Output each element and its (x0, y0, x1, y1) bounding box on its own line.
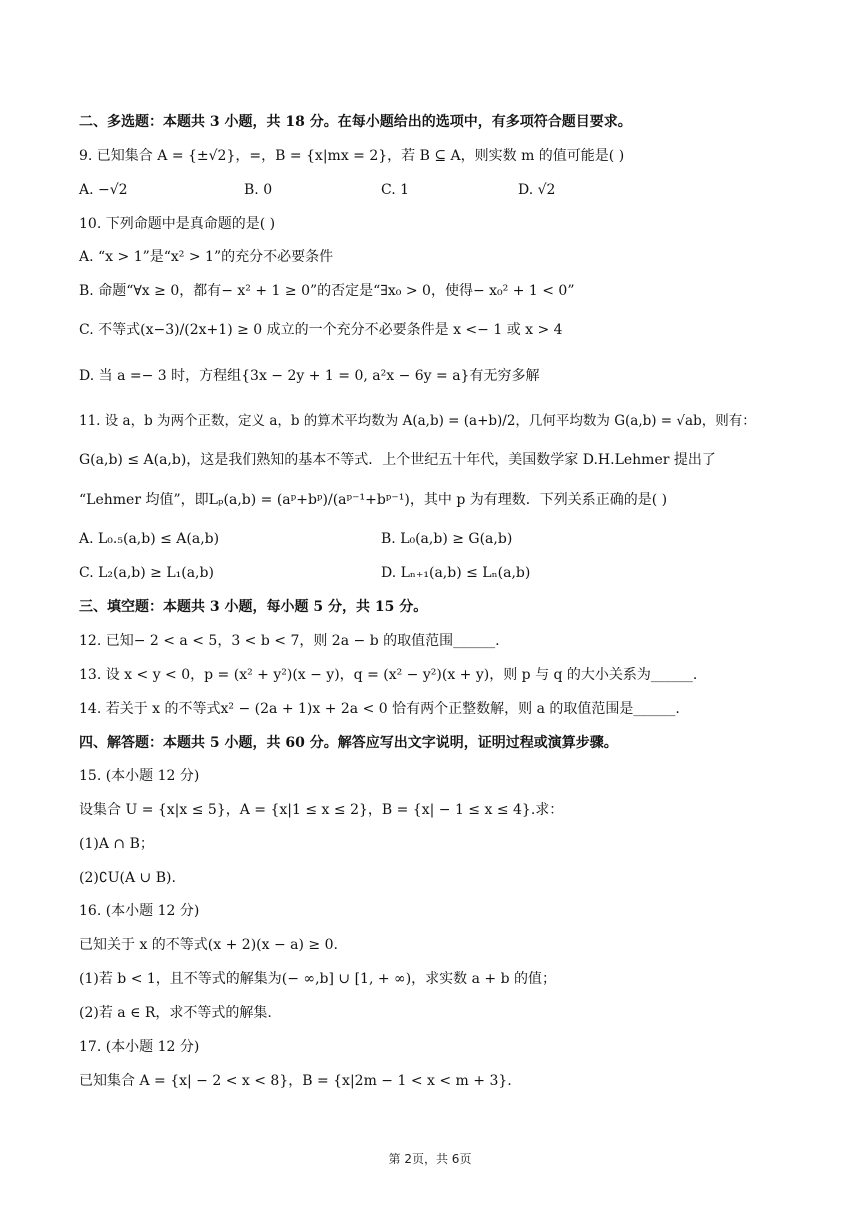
q11-option-d: D. Lₙ₊₁(a,b) ≤ Lₙ(a,b) (381, 565, 531, 581)
question-17-body: 已知集合 A = {x| − 2 < x < 8}，B = {x|2m − 1 < x < m + 3}. (79, 1073, 512, 1089)
question-16-body: 已知关于 x 的不等式(x + 2)(x − a) ≥ 0. (79, 937, 338, 953)
q11-option-a: A. L₀.₅(a,b) ≤ A(a,b) (79, 531, 220, 547)
question-15-body: 设集合 U = {x|x ≤ 5}，A = {x|1 ≤ x ≤ 2}，B = {x| − 1 ≤ x ≤ 4}.求： (79, 802, 564, 818)
question-9-stem: 9. 已知集合 A = {±√2}，=，B = {x|mx = 2}，若 B ⊆ A，则实数 m 的值可能是( ) (79, 148, 625, 164)
question-16-title: 16. (本小题 12 分) (79, 903, 200, 919)
q11-option-b: B. L₀(a,b) ≥ G(a,b) (381, 531, 513, 547)
q9-option-d: D. √2 (518, 182, 556, 198)
section-heading-fill-in: 三、填空题：本题共 3 小题，每小题 5 分，共 15 分。 (79, 599, 428, 615)
question-10-stem: 10. 下列命题中是真命题的是( ) (79, 216, 276, 232)
section-heading-solutions: 四、解答题：本题共 5 小题，共 60 分。解答应写出文字说明，证明过程或演算步骤。 (79, 735, 618, 751)
question-14: 14. 若关于 x 的不等式x² − (2a + 1)x + 2a < 0 恰有两个正整数解，则 a 的取值范围是______. (79, 701, 680, 717)
question-15-part-2: (2)∁U(A ∪ B). (79, 870, 176, 886)
section-heading-multiple-choice: 二、多选题：本题共 3 小题，共 18 分。在每小题给出的选项中，有多项符合题目要求。 (79, 114, 632, 130)
question-12: 12. 已知− 2 < a < 5，3 < b < 7，则 2a − b 的取值范围______. (79, 633, 500, 649)
question-15-title: 15. (本小题 12 分) (79, 768, 200, 784)
q10-option-d: D. 当 a =− 3 时，方程组{3x − 2y + 1 = 0, a²x − 6y = a}有无穷多解 (79, 368, 540, 384)
question-11-line-3: “Lehmer 均值”，即Lₚ(a,b) = (aᵖ+bᵖ)/(aᵖ⁻¹+bᵖ⁻¹)，其中 p 为有理数．下列关系正确的是( ) (79, 492, 668, 508)
question-11-line-2: G(a,b) ≤ A(a,b)，这是我们熟知的基本不等式．上个世纪五十年代，美国数学家 D.H.Lehmer 提出了 (79, 452, 716, 468)
page-footer: 第 2页，共 6页 (388, 1152, 472, 1166)
question-16-part-2: (2)若 a ∈ R，求不等式的解集. (79, 1005, 272, 1021)
q10-option-a: A. “x > 1”是“x² > 1”的充分不必要条件 (79, 249, 334, 265)
q9-option-c: C. 1 (381, 182, 410, 198)
q10-option-c: C. 不等式(x−3)/(2x+1) ≥ 0 成立的一个充分不必要条件是 x <− 1 或 x > 4 (79, 322, 563, 338)
question-16-part-1: (1)若 b < 1，且不等式的解集为(− ∞,b] ∪ [1, + ∞)，求实数 a + b 的值； (79, 971, 557, 987)
q11-option-c: C. L₂(a,b) ≥ L₁(a,b) (79, 565, 214, 581)
q9-option-a: A. −√2 (79, 182, 128, 198)
question-13: 13. 设 x < y < 0，p = (x² + y²)(x − y)，q = (x² − y²)(x + y)，则 p 与 q 的大小关系为______. (79, 667, 698, 683)
q9-option-b: B. 0 (244, 182, 273, 198)
question-11-line-1: 11. 设 a，b 为两个正数，定义 a，b 的算术平均数为 A(a,b) = (a+b)/2，几何平均数为 G(a,b) = √ab，则有： (79, 413, 756, 429)
q10-option-b: B. 命题“∀x ≥ 0，都有− x² + 1 ≥ 0”的否定是“∃x₀ > 0，使得− x₀² + 1 < 0” (79, 283, 575, 299)
question-17-title: 17. (本小题 12 分) (79, 1039, 200, 1055)
question-15-part-1: (1)A ∩ B； (79, 836, 154, 852)
